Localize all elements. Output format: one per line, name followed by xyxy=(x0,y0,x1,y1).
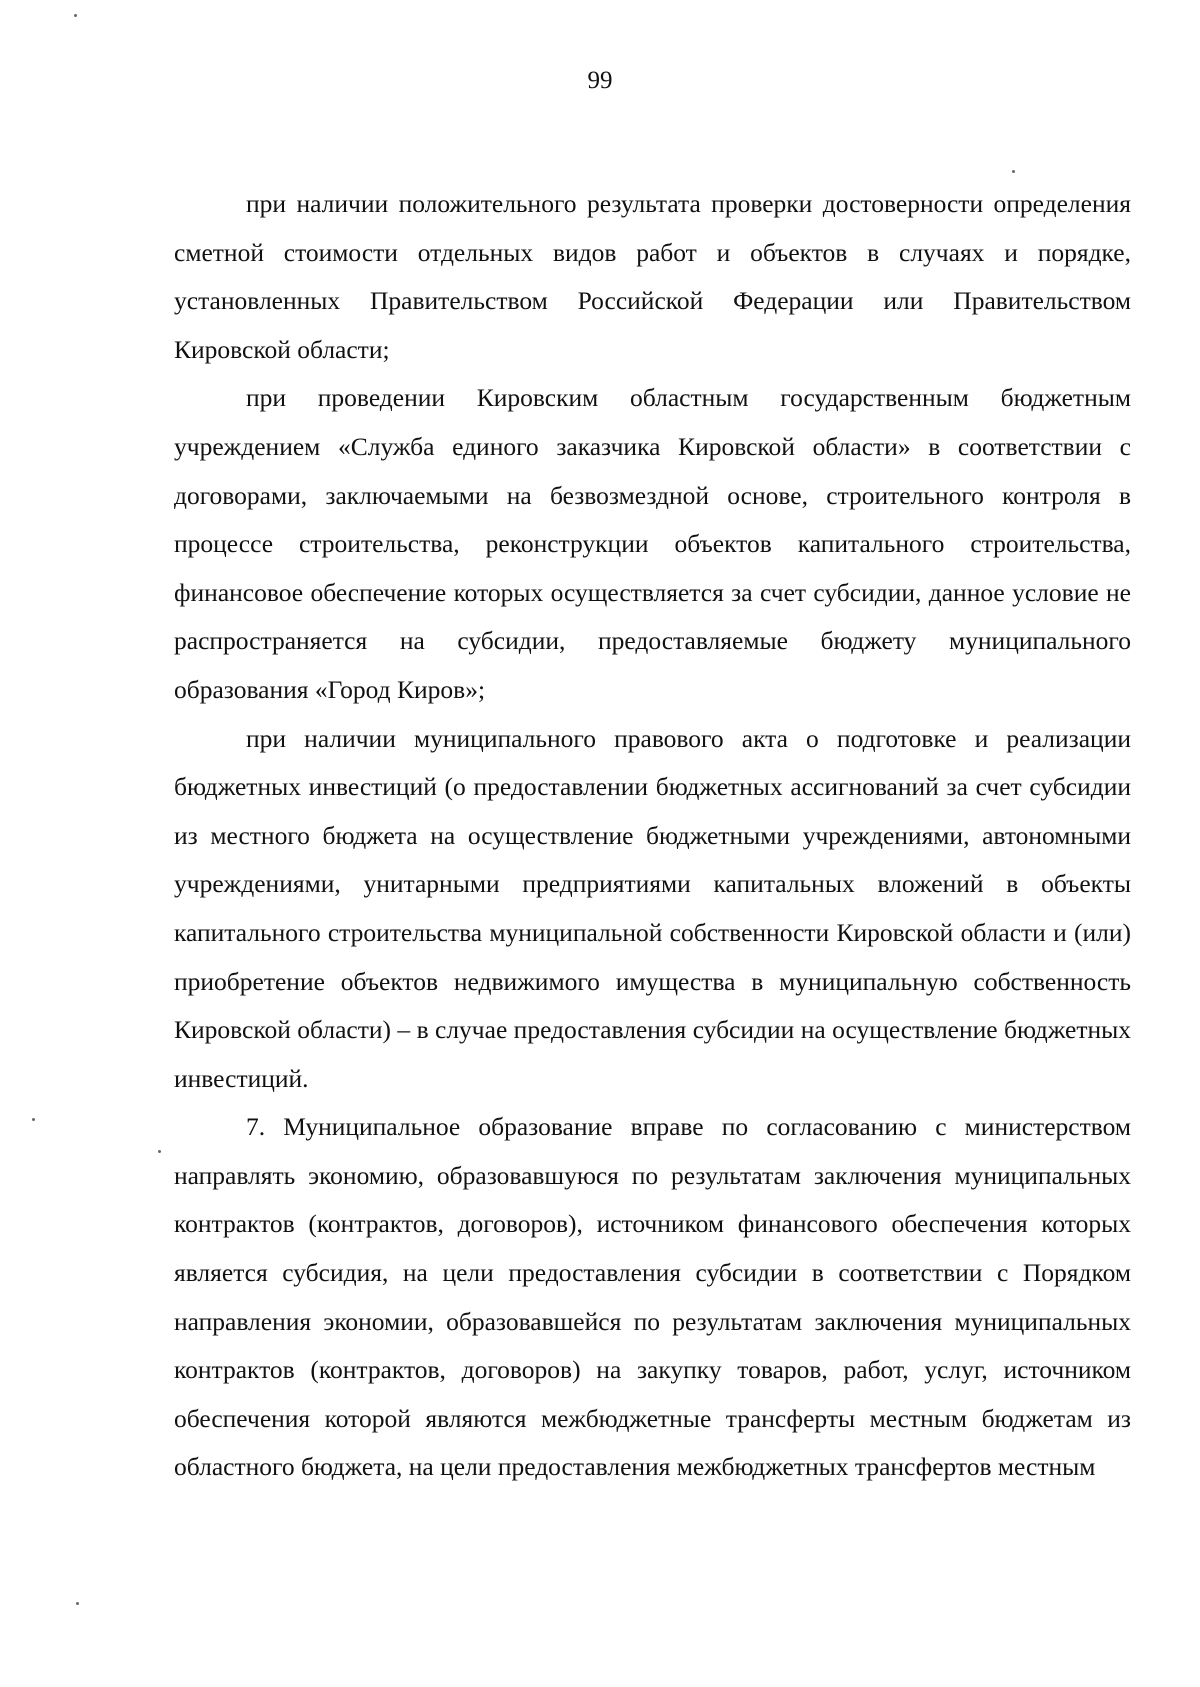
paragraph-item-7-savings: 7. Муниципальное образование вправе по согласованию с министерством направлять экономию, образовавшуюся по результатам заключения муниципальных контрактов (контрактов, договоров), источником финансового обеспечения которых является субсидия, на цели предоставления субсидии в соответствии с Порядком направления экономии, образовавшейся по результатам заключения муниципальных контрактов (контрактов, договоров) на закупку товаров, работ, услуг, источником обеспечения которой являются межбюджетные трансферты местным бюджетам из областного бюджета, на цели предоставления межбюджетных трансфертов местным xyxy=(174,1112,1131,1482)
scan-speck xyxy=(1012,170,1015,173)
scan-speck xyxy=(76,1602,79,1605)
paragraph-construction-control: при проведении Кировским областным государственным бюджетным учреждением «Служба единого заказчика Кировской области» в соответствии с договорами, заключаемыми на безвозмездной основе, строительного контроля в процессе строительства, реконструкции объектов капитального строительства, финансовое обеспечение которых осуществляется за счет субсидии, данное условие не распространяется на субсидии, предоставляемые бюджету муниципального образования «Город Киров»; xyxy=(174,383,1131,704)
scan-speck xyxy=(158,1150,161,1153)
page-number: 99 xyxy=(587,67,613,94)
scan-speck xyxy=(32,1118,35,1121)
paragraph-municipal-act: при наличии муниципального правового акта о подготовке и реализации бюджетных инвестиций (о предоставлении бюджетных ассигнований за счет субсидии из местного бюджета на осуществление бюджетными учреждениями, автономными учреждениями, унитарными предприятиями капитальных вложений в объекты капитального строительства муниципальной собственности Кировской области и (или) приобретение объектов недвижимого имущества в муниципальную собственность Кировской области) – в случае предоставления субсидии на осуществление бюджетных инвестиций. xyxy=(174,723,1131,1093)
document-body xyxy=(174,180,1131,1492)
scan-speck xyxy=(74,14,77,17)
paragraph-estimate-verification: при наличии положительного результата проверки достоверности определения сметной стоимости отдельных видов работ и объектов в случаях и порядке, установленных Правительством Российской Федерации или Правительством Кировской области; xyxy=(174,189,1131,364)
